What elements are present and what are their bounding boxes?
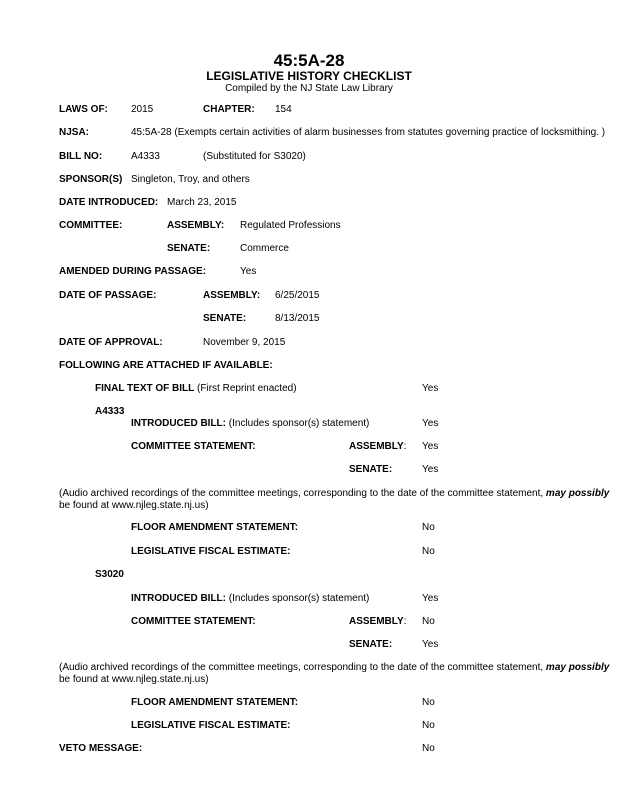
date-introduced-label: DATE INTRODUCED: <box>59 197 159 208</box>
a4333-audio-note-emphasis: may possibly <box>545 488 610 499</box>
amended-label: AMENDED DURING PASSAGE: <box>59 266 207 277</box>
s3020-senate-label: SENATE: <box>349 639 393 650</box>
s3020-introduced-label: INTRODUCED BILL: <box>131 593 226 604</box>
s3020-fiscal-label: LEGISLATIVE FISCAL ESTIMATE: <box>131 720 291 731</box>
laws-of-label: LAWS OF: <box>59 104 108 115</box>
s3020-audio-note-emphasis: may possibly <box>545 662 610 673</box>
s3020-assembly-colon: : <box>403 616 407 627</box>
a4333-introduced-value: Yes <box>422 418 439 429</box>
bill-no-value: A4333 <box>131 151 160 162</box>
sponsors-value: Singleton, Troy, and others <box>131 174 250 185</box>
s3020-assembly-value: No <box>422 616 435 627</box>
a4333-assembly-word: ASSEMBLY <box>349 441 404 452</box>
committee-label: COMMITTEE: <box>59 220 123 231</box>
committee-assembly-label: ASSEMBLY: <box>167 220 225 231</box>
passage-assembly-value: 6/25/2015 <box>275 290 320 301</box>
s3020-floor-label: FLOOR AMENDMENT STATEMENT: <box>131 697 299 708</box>
a4333-audio-note-line1 <box>59 488 609 500</box>
a4333-senate-label: SENATE: <box>349 464 393 475</box>
s3020-assembly-word: ASSEMBLY <box>349 616 404 627</box>
a4333-introduced-row <box>131 418 369 430</box>
final-text-note: (First Reprint enacted) <box>197 383 297 394</box>
chapter-label: CHAPTER: <box>203 104 255 115</box>
passage-senate-label: SENATE: <box>203 313 247 324</box>
s3020-introduced-row <box>131 593 369 605</box>
page-title: 45:5A-28 <box>273 51 345 70</box>
njsa-label: NJSA: <box>59 127 90 138</box>
veto-label: VETO MESSAGE: <box>59 743 143 754</box>
s3020-heading: S3020 <box>95 569 124 580</box>
a4333-assembly-label <box>349 441 406 453</box>
njsa-value: 45:5A-28 (Exempts certain activities of alarm businesses from statutes governing practice of locksmithing. ) <box>131 127 606 138</box>
laws-of-value: 2015 <box>131 104 154 115</box>
a4333-heading: A4333 <box>95 406 125 417</box>
a4333-floor-label: FLOOR AMENDMENT STATEMENT: <box>131 522 299 533</box>
bill-no-label: BILL NO: <box>59 151 103 162</box>
s3020-audio-note-line2: be found at www.njleg.state.nj.us) <box>59 674 209 685</box>
final-text-row <box>95 383 297 395</box>
s3020-audio-note-text: (Audio archived recordings of the committee meetings, corresponding to the date of the committee statement, <box>59 662 544 673</box>
s3020-introduced-value: Yes <box>422 593 439 604</box>
final-text-value: Yes <box>422 383 439 394</box>
attached-heading: FOLLOWING ARE ATTACHED IF AVAILABLE: <box>59 360 273 371</box>
sponsors-label: SPONSOR(S) <box>59 174 123 185</box>
s3020-committee-label: COMMITTEE STATEMENT: <box>131 616 256 627</box>
chapter-value: 154 <box>275 104 292 115</box>
date-of-approval-label: DATE OF APPROVAL: <box>59 337 163 348</box>
committee-assembly-value: Regulated Professions <box>240 220 341 231</box>
date-of-approval-value: November 9, 2015 <box>203 337 286 348</box>
a4333-fiscal-label: LEGISLATIVE FISCAL ESTIMATE: <box>131 546 291 557</box>
a4333-committee-label: COMMITTEE STATEMENT: <box>131 441 256 452</box>
committee-senate-value: Commerce <box>240 243 289 254</box>
a4333-assembly-colon: : <box>403 441 407 452</box>
s3020-audio-note-line1 <box>59 662 609 674</box>
substituted-note: (Substituted for S3020) <box>203 151 306 162</box>
a4333-senate-value: Yes <box>422 464 439 475</box>
amended-value: Yes <box>240 266 257 277</box>
s3020-fiscal-value: No <box>422 720 435 731</box>
veto-value: No <box>422 743 435 754</box>
a4333-fiscal-value: No <box>422 546 435 557</box>
a4333-introduced-note: (Includes sponsor(s) statement) <box>228 418 370 429</box>
a4333-introduced-label: INTRODUCED BILL: <box>131 418 226 429</box>
committee-senate-label: SENATE: <box>167 243 211 254</box>
date-introduced-value: March 23, 2015 <box>167 197 237 208</box>
s3020-senate-value: Yes <box>422 639 439 650</box>
checklist-heading: LEGISLATIVE HISTORY CHECKLIST <box>206 69 412 83</box>
a4333-assembly-value: Yes <box>422 441 439 452</box>
passage-assembly-label: ASSEMBLY: <box>203 290 261 301</box>
a4333-audio-note-line2: be found at www.njleg.state.nj.us) <box>59 500 209 511</box>
final-text-label: FINAL TEXT OF BILL <box>95 383 195 394</box>
s3020-introduced-note: (Includes sponsor(s) statement) <box>228 593 370 604</box>
a4333-audio-note-text: (Audio archived recordings of the committee meetings, corresponding to the date of the committee statement, <box>59 488 544 499</box>
a4333-floor-value: No <box>422 522 435 533</box>
date-of-passage-label: DATE OF PASSAGE: <box>59 290 157 301</box>
compiled-by-line: Compiled by the NJ State Law Library <box>225 83 393 94</box>
passage-senate-value: 8/13/2015 <box>275 313 320 324</box>
s3020-assembly-label <box>349 616 406 628</box>
s3020-floor-value: No <box>422 697 435 708</box>
